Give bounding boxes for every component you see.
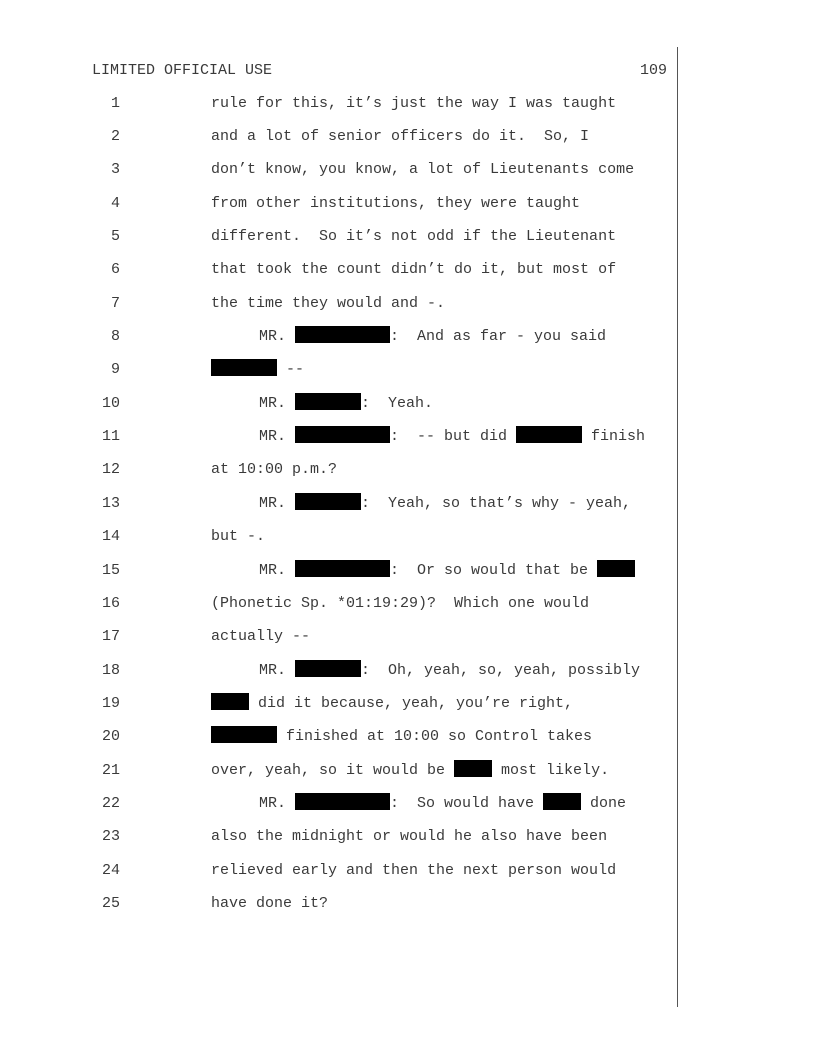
line-number: 25	[101, 895, 120, 912]
transcript-line	[0, 826, 676, 848]
transcript-line	[0, 726, 676, 748]
line-segment: : So would have	[390, 795, 544, 812]
line-number: 20	[101, 728, 120, 745]
speaker-label: MR.	[259, 495, 296, 512]
line-number: 5	[110, 228, 120, 245]
line-number: 7	[110, 295, 120, 312]
redaction-block	[211, 359, 277, 376]
redaction-block	[454, 760, 492, 777]
transcript-line	[0, 93, 676, 115]
line-number: 3	[110, 161, 120, 178]
line-text: that took the count didn’t do it, but most of	[211, 261, 617, 278]
line-number: 18	[101, 662, 120, 679]
line-segment: --	[277, 361, 305, 378]
line-number: 13	[101, 495, 120, 512]
transcript-line	[0, 126, 676, 148]
line-number: 12	[101, 461, 120, 478]
redaction-block	[295, 326, 390, 343]
redaction-block	[211, 726, 277, 743]
line-segment: finished at 10:00 so Control takes	[277, 728, 593, 745]
transcript-line	[0, 760, 676, 782]
redaction-block	[295, 660, 361, 677]
line-text: relieved early and then the next person would	[211, 862, 617, 879]
line-text: have done it?	[211, 895, 329, 912]
line-text	[211, 660, 640, 682]
line-text	[211, 726, 592, 748]
redaction-block	[295, 393, 361, 410]
speaker-label: MR.	[259, 562, 296, 579]
speaker-label: MR.	[259, 795, 296, 812]
transcript-line	[0, 893, 676, 915]
line-segment: did it because, yeah, you’re right,	[249, 695, 574, 712]
transcript-line	[0, 159, 676, 181]
transcript-line	[0, 693, 676, 715]
line-number: 15	[101, 562, 120, 579]
line-text: (Phonetic Sp. *01:19:29)? Which one would	[211, 595, 590, 612]
line-segment: : Yeah.	[361, 395, 434, 412]
line-text: the time they would and -.	[211, 295, 446, 312]
transcript-line	[0, 226, 676, 248]
line-text	[211, 760, 609, 782]
line-number: 1	[110, 95, 120, 112]
speaker-label: MR.	[259, 328, 296, 345]
transcript-line	[0, 326, 676, 348]
line-number: 19	[101, 695, 120, 712]
line-segment: : Oh, yeah, so, yeah, possibly	[361, 662, 641, 679]
line-text: actually --	[211, 628, 311, 645]
line-text	[211, 393, 433, 415]
transcript-line	[0, 293, 676, 315]
line-segment: : And as far - you said	[390, 328, 607, 345]
transcript-line	[0, 459, 676, 481]
transcript-line	[0, 660, 676, 682]
line-segment: : -- but did	[390, 428, 517, 445]
line-text: rule for this, it’s just the way I was taught	[211, 95, 617, 112]
line-text: at 10:00 p.m.?	[211, 461, 338, 478]
line-number: 22	[101, 795, 120, 812]
redaction-block	[543, 793, 581, 810]
transcript-line	[0, 793, 676, 815]
line-segment: : Or so would that be	[390, 562, 598, 579]
line-number: 6	[110, 261, 120, 278]
transcript-line	[0, 393, 676, 415]
transcript-line	[0, 593, 676, 615]
speaker-label: MR.	[259, 395, 296, 412]
line-text: from other institutions, they were taught	[211, 195, 581, 212]
line-number: 9	[110, 361, 120, 378]
line-number: 24	[101, 862, 120, 879]
transcript-line	[0, 493, 676, 515]
line-segment: : Yeah, so that’s why - yeah,	[361, 495, 632, 512]
line-number: 14	[101, 528, 120, 545]
line-segment: finish	[582, 428, 646, 445]
line-text	[211, 426, 645, 448]
redaction-block	[295, 426, 390, 443]
transcript-line	[0, 560, 676, 582]
speaker-label: MR.	[259, 662, 296, 679]
line-number: 23	[101, 828, 120, 845]
line-text	[211, 493, 631, 515]
redaction-block	[597, 560, 635, 577]
classification-header: LIMITED OFFICIAL USE	[92, 62, 273, 79]
line-number: 21	[101, 762, 120, 779]
line-text	[211, 326, 606, 348]
transcript-line	[0, 426, 676, 448]
page-number: 109	[639, 62, 667, 79]
line-text	[211, 359, 304, 381]
redaction-block	[295, 493, 361, 510]
right-margin-rule	[677, 47, 678, 1007]
transcript-line	[0, 359, 676, 381]
line-segment: over, yeah, so it would be	[211, 762, 455, 779]
line-text: but -.	[211, 528, 266, 545]
line-number: 17	[101, 628, 120, 645]
redaction-block	[295, 560, 390, 577]
transcript-line	[0, 860, 676, 882]
transcript-line	[0, 626, 676, 648]
redaction-block	[516, 426, 582, 443]
line-text	[211, 693, 573, 715]
line-segment: done	[581, 795, 627, 812]
line-text: also the midnight or would he also have been	[211, 828, 608, 845]
line-text: don’t know, you know, a lot of Lieutenants come	[211, 161, 635, 178]
line-number: 4	[110, 195, 120, 212]
line-number: 11	[101, 428, 120, 445]
line-segment: most likely.	[492, 762, 610, 779]
line-text	[211, 560, 635, 582]
transcript-line	[0, 259, 676, 281]
line-text: and a lot of senior officers do it. So, I	[211, 128, 590, 145]
line-number: 16	[101, 595, 120, 612]
transcript-line	[0, 193, 676, 215]
redaction-block	[295, 793, 390, 810]
line-number: 2	[110, 128, 120, 145]
line-number: 10	[101, 395, 120, 412]
transcript-line	[0, 526, 676, 548]
line-text: different. So it’s not odd if the Lieutenant	[211, 228, 617, 245]
line-text	[211, 793, 626, 815]
redaction-block	[211, 693, 249, 710]
speaker-label: MR.	[259, 428, 296, 445]
line-number: 8	[110, 328, 120, 345]
